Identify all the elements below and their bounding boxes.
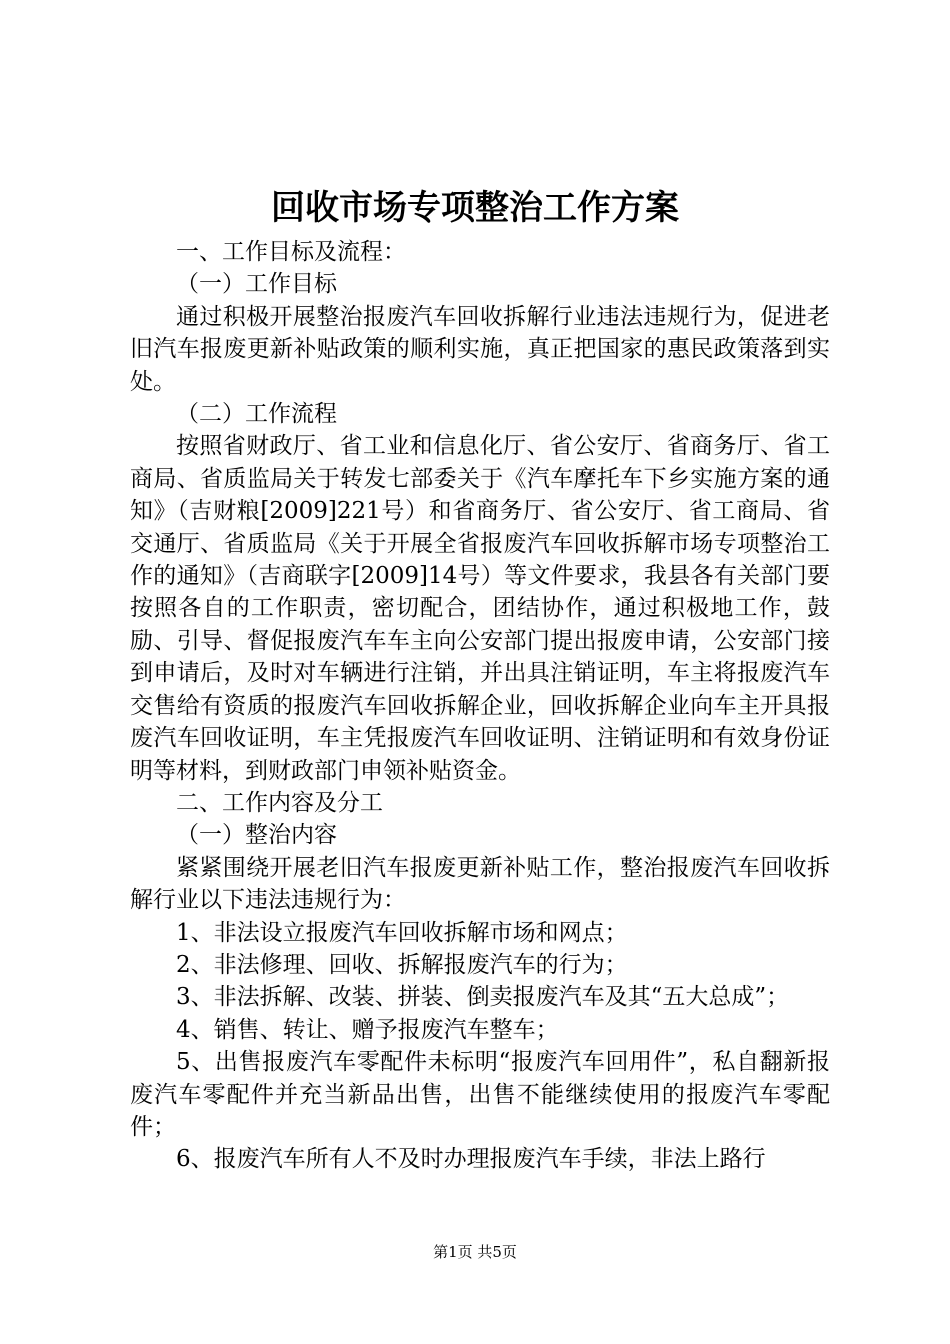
list-item-4: 4、销售、转让、赠予报废汽车整车； xyxy=(176,1016,559,1043)
paragraph-content-intro: 紧紧围绕开展老旧汽车报废更新补贴工作，整治报废汽车回收拆解行业以下违法违规行为： xyxy=(130,854,830,914)
paragraph-goal: 通过积极开展整治报废汽车回收拆解行业违法违规行为，促进老旧汽车报废更新补贴政策的顺利实施，真正把国家的惠民政策落到实处。 xyxy=(130,303,830,395)
section-heading-2: 二、工作内容及分工 xyxy=(176,789,383,816)
list-item-1: 1、非法设立报废汽车回收拆解市场和网点； xyxy=(176,919,628,946)
paragraph-process: 按照省财政厅、省工业和信息化厅、省公安厅、省商务厅、省工商局、省质监局关于转发七部委关于《汽车摩托车下乡实施方案的通知》（吉财粮[2009]221号）和省商务厅、省公安厅、省工商局、省交通厅、省质监局《关于开展全省报废汽车回收拆解市场专项整治工作的通知》（吉商联字[2009]14号）等文件要求，我县各有关部门要按照各自的工作职责，密切配合，团结协作，通过积极地工作，鼓励、引导、督促报废汽车车主向公安部门提出报废申请，公安部门接到申请后，及时对车辆进行注销，并出具注销证明，车主将报废汽车交售给有资质的报废汽车回收拆解企业，回收拆解企业向车主开具报废汽车回收证明，车主凭报废汽车回收证明、注销证明和有效身份证明等材料，到财政部门申领补贴资金。 xyxy=(130,433,830,784)
list-item-5: 5、出售报废汽车零配件未标明“报废汽车回用件”，私自翻新报废汽车零配件并充当新品出售，出售不能继续使用的报废汽车零配件； xyxy=(130,1049,830,1140)
subsection-heading-2-1: （一）整治内容 xyxy=(176,822,337,849)
list-item-3: 3、非法拆解、改装、拼装、倒卖报废汽车及其“五大总成”； xyxy=(176,984,790,1011)
page-footer: 第1页 共5页 xyxy=(433,1243,517,1261)
document-title: 回收市场专项整治工作方案 xyxy=(271,188,679,228)
subsection-heading-1-2: （二）工作流程 xyxy=(176,401,337,428)
list-item-2: 2、非法修理、回收、拆解报废汽车的行为； xyxy=(176,951,628,978)
section-heading-1: 一、工作目标及流程： xyxy=(176,239,406,265)
document-body xyxy=(130,236,830,1176)
list-item-6: 6、报废汽车所有人不及时办理报废汽车手续，非法上路行 xyxy=(176,1146,766,1173)
subsection-heading-1-1: （一）工作目标 xyxy=(176,271,337,298)
